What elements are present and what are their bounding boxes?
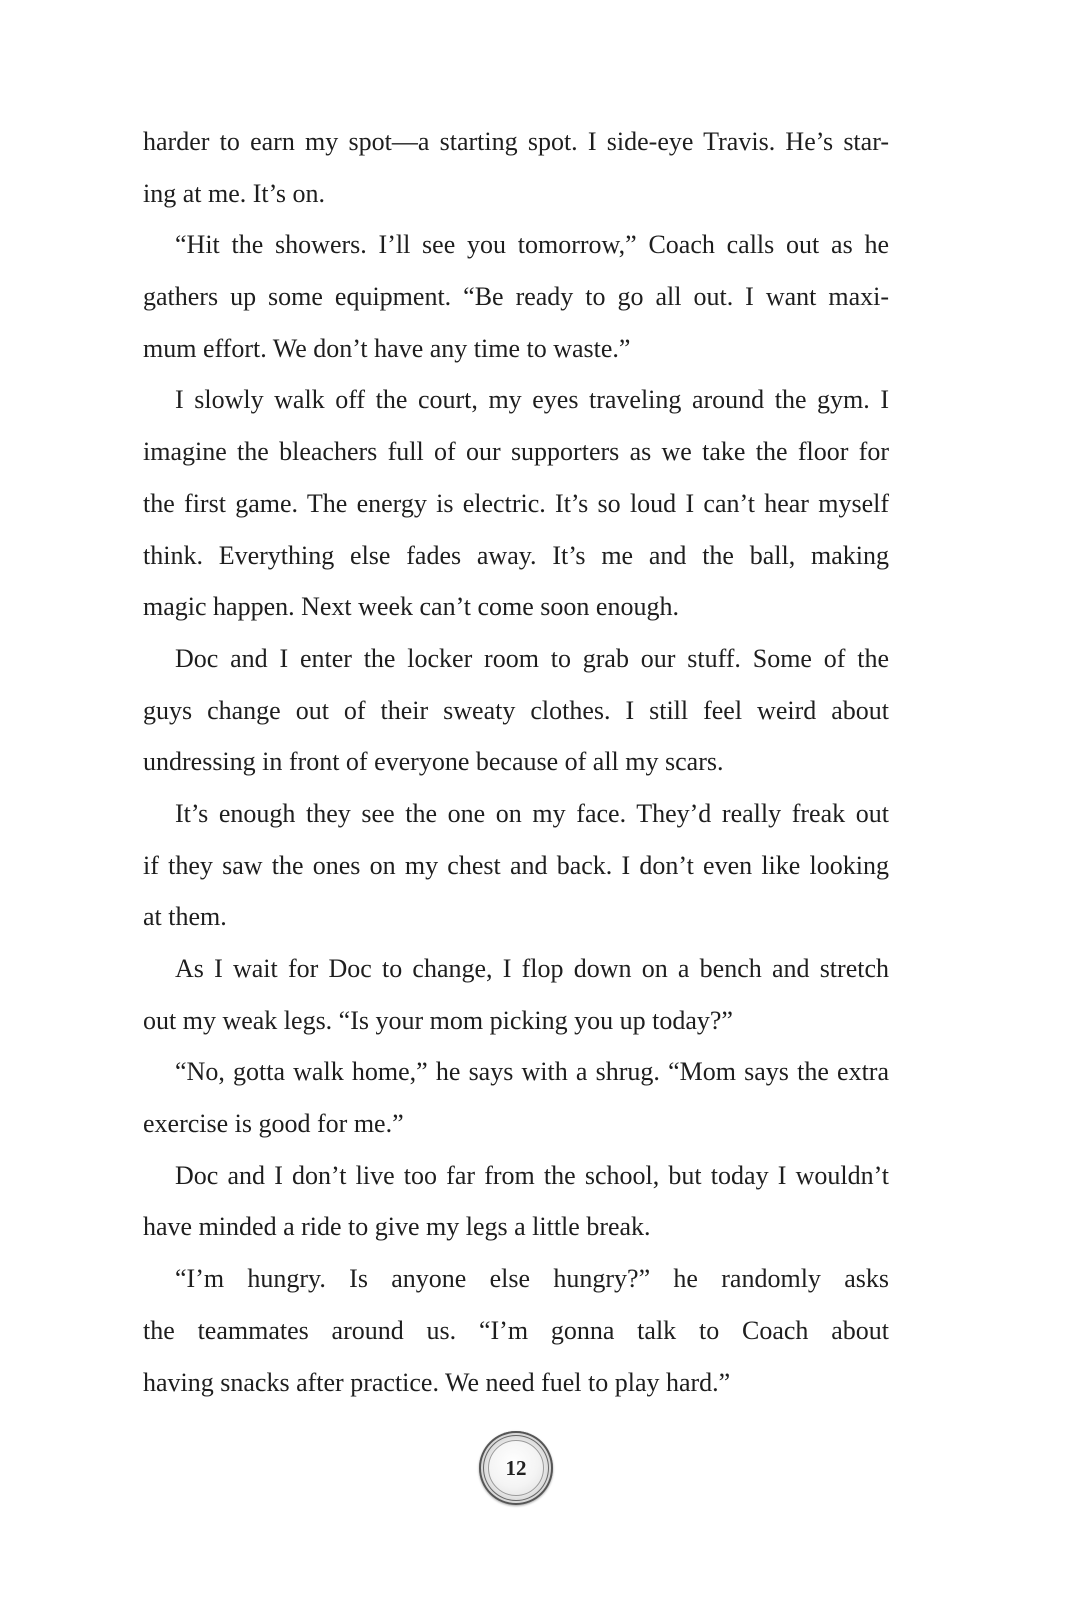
text-line: think. Everything else fades away. It’s me and the ball, making [143,540,889,570]
text-line: I slowly walk off the court, my eyes traveling around the gym. I [175,385,889,415]
text-line: It’s enough they see the one on my face. They’d really freak out [175,798,889,828]
text-line: having snacks after practice. We need fuel to play hard.” [143,1367,731,1397]
text-line: “No, gotta walk home,” he says with a shrug. “Mom says the extra [175,1057,889,1087]
text-line: out my weak legs. “Is your mom picking you up today?” [143,1005,733,1035]
text-line: harder to earn my spot—a starting spot. I side-eye Travis. He’s star- [143,127,889,156]
text-line: have minded a ride to give my legs a little break. [143,1212,651,1242]
page-body-text [143,116,889,1408]
text-line: imagine the bleachers full of our supporters as we take the floor for [143,437,889,467]
text-line: magic happen. Next week can’t come soon enough. [143,592,679,622]
text-line: exercise is good for me.” [143,1109,404,1139]
page-number-badge [479,1431,553,1505]
text-line: if they saw the ones on my chest and back. I don’t even like looking [143,850,889,880]
text-line: “Hit the showers. I’ll see you tomorrow,” Coach calls out as he [175,230,889,260]
text-line: “I’m hungry. Is anyone else hungry?” he randomly asks [175,1264,889,1294]
page-number: 12 [505,1456,527,1480]
text-line: gathers up some equipment. “Be ready to go all out. I want maxi- [143,282,889,312]
text-line: the teammates around us. “I’m gonna talk to Coach about [143,1315,889,1345]
text-line: Doc and I enter the locker room to grab our stuff. Some of the [175,643,889,673]
text-line: guys change out of their sweaty clothes. I still feel weird about [143,695,889,725]
text-line: mum effort. We don’t have any time to waste.” [143,333,631,363]
text-line: As I wait for Doc to change, I flop down on a bench and stretch [175,954,889,983]
text-line: ing at me. It’s on. [143,178,325,208]
text-line: the first game. The energy is electric. It’s so loud I can’t hear myself [143,488,889,518]
text-line: at them. [143,902,227,932]
text-line: Doc and I don’t live too far from the school, but today I wouldn’t [175,1160,889,1190]
text-line: undressing in front of everyone because of all my scars. [143,747,724,777]
